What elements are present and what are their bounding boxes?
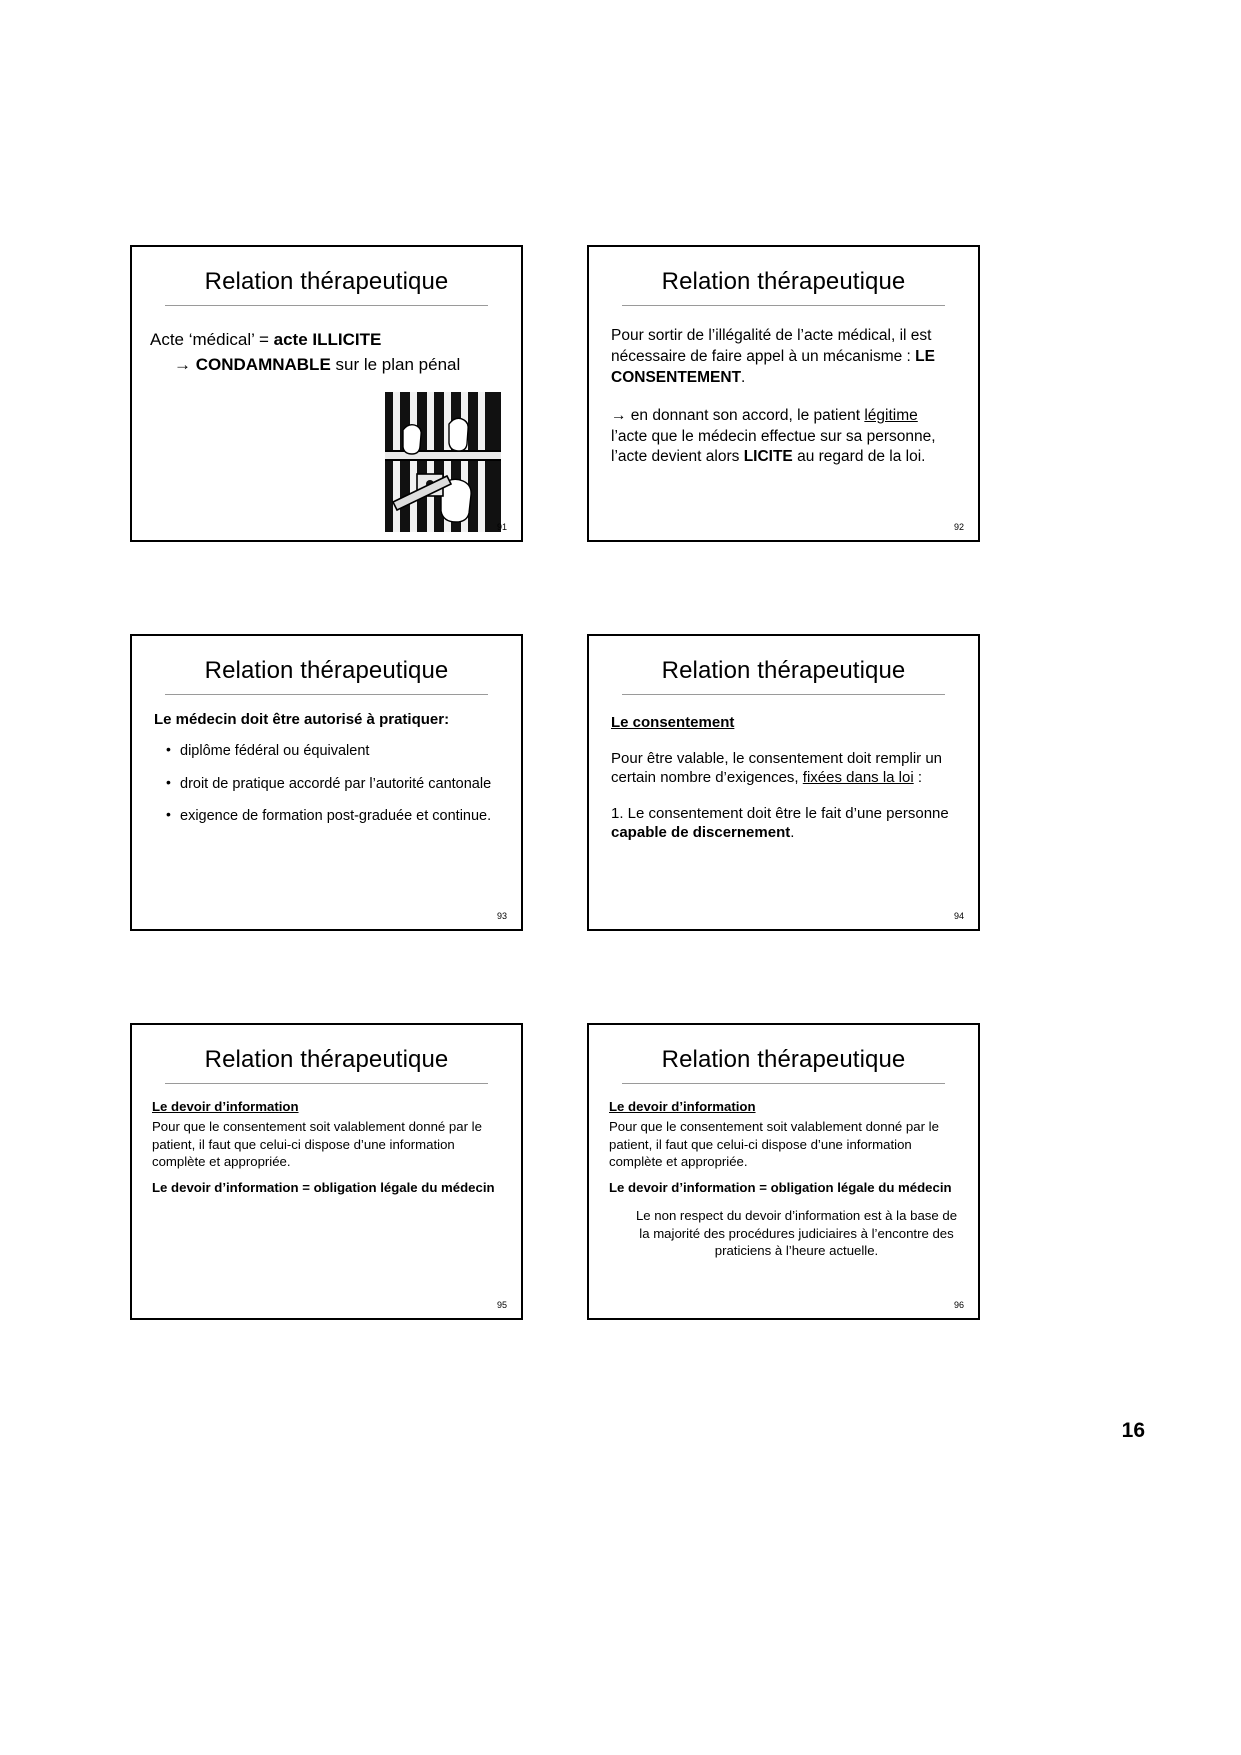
slide-95-title: Relation thérapeutique (204, 1046, 449, 1073)
slide-92-p1-b: . (741, 368, 746, 386)
slide-95-number: 95 (496, 1300, 507, 1310)
slide-93[interactable] (130, 634, 523, 931)
slide-93-heading: Le médecin doit être autorisé à pratiquer: (154, 711, 450, 729)
page-number: 16 (1121, 1419, 1145, 1442)
slide-row-2 (130, 634, 980, 931)
slide-94-paragraph-1 (611, 749, 960, 788)
slide-92-p2-underline: légitime (864, 407, 918, 425)
slide-94[interactable] (587, 634, 980, 931)
slide-94-title: Relation thérapeutique (661, 657, 906, 684)
slide-94-heading (611, 713, 960, 733)
slide-92-body (589, 306, 978, 468)
slide-92-spacer (611, 388, 958, 406)
slide-91-body (132, 306, 521, 377)
slide-94-p1-b: : (913, 769, 923, 787)
slide-93-number: 93 (496, 911, 507, 921)
list-item: • exigence de formation post-graduée et continue. (166, 807, 503, 825)
slide-91-arrow-glyph: → (174, 355, 196, 375)
slide-91-title: Relation thérapeutique (204, 268, 449, 295)
slide-91-line1-normal: Acte ‘médical’ = (150, 330, 274, 350)
slide-94-heading-text: Le consentement (611, 714, 735, 732)
slide-95-paragraph-2: Le devoir d’information = obligation légale du médecin (152, 1180, 495, 1196)
slide-94-p2-a: 1. Le consentement doit être le fait d’une personne (611, 804, 949, 822)
slide-92-p2-c: au regard de la loi. (792, 448, 926, 466)
slide-94-body (589, 695, 978, 843)
slide-94-paragraph-2 (611, 804, 960, 843)
slide-96-number: 96 (953, 1300, 964, 1310)
list-item: • droit de pratique accordé par l’autorité cantonale (166, 775, 503, 793)
slide-93-bullet-list (132, 728, 521, 824)
slide-96[interactable] (587, 1023, 980, 1320)
list-item: • diplôme fédéral ou équivalent (166, 742, 503, 760)
slide-91-line1-bold: acte ILLICITE (273, 330, 382, 350)
slide-94-number: 94 (953, 911, 964, 921)
slide-94-spacer-2 (611, 788, 960, 804)
slide-92-paragraph-2 (611, 406, 958, 468)
slide-92-title: Relation thérapeutique (661, 268, 906, 295)
slide-row-1 (130, 245, 980, 542)
slide-91-line2-normal: sur le plan pénal (330, 355, 461, 375)
slide-94-p1-underline: fixées dans la loi (802, 769, 914, 787)
slide-91[interactable] (130, 245, 523, 542)
slide-96-body (589, 1084, 978, 1260)
prison-bars-hands-illustration (383, 390, 503, 534)
slide-row-3 (130, 1023, 980, 1320)
slide-95[interactable] (130, 1023, 523, 1320)
slide-94-p1-a: Pour être valable, le consentement doit remplir un certain nombre d’exigences, (611, 749, 943, 787)
slide-92-paragraph-1 (611, 326, 958, 388)
slide-91-line2-bold: CONDAMNABLE (195, 355, 331, 375)
slide-91-line-1 (150, 328, 511, 353)
slide-96-paragraph-2: Le devoir d’information = obligation légale du médecin (609, 1180, 952, 1196)
slide-96-paragraph-1: Pour que le consentement soit valablement donné par le patient, il faut que celui-ci dispose d’une information complète et appropriée. (609, 1119, 939, 1170)
slide-91-number: 91 (496, 522, 507, 532)
slide-95-heading: Le devoir d’information (152, 1099, 299, 1115)
slide-94-spacer-1 (611, 733, 960, 749)
slide-93-title: Relation thérapeutique (204, 657, 449, 684)
slide-96-title: Relation thérapeutique (661, 1046, 906, 1073)
slide-92-p1-a: Pour sortir de l’illégalité de l’acte médical, il est nécessaire de faire appel à un mécanisme : (611, 327, 932, 365)
slide-92-p2-bold: LICITE (743, 448, 793, 466)
slide-95-paragraph-1: Pour que le consentement soit valablement donné par le patient, il faut que celui-ci dispose d’une information complète et appropriée. (152, 1119, 482, 1170)
slide-grid (130, 245, 980, 1412)
slide-92-number: 92 (953, 522, 964, 532)
slide-92-p2-b: l’acte que le médecin effectue sur sa personne, l’acte devient alors (611, 427, 936, 466)
slide-95-body (132, 1084, 521, 1196)
slide-92-p2-a: → en donnant son accord, le patient (611, 407, 865, 425)
slide-94-p2-b: . (790, 824, 795, 842)
slide-96-paragraph-3: Le non respect du devoir d’information est à la base de la majorité des procédures judiciaires à l’encontre des praticiens à l’heure actuelle. (635, 1207, 958, 1259)
slide-92[interactable] (587, 245, 980, 542)
slide-92-p1-bold: LE CONSENTEMENT (611, 348, 935, 386)
slide-91-line-2 (150, 353, 511, 378)
slide-94-p2-bold: capable de discernement (611, 824, 791, 842)
slide-96-heading: Le devoir d’information (609, 1099, 756, 1115)
